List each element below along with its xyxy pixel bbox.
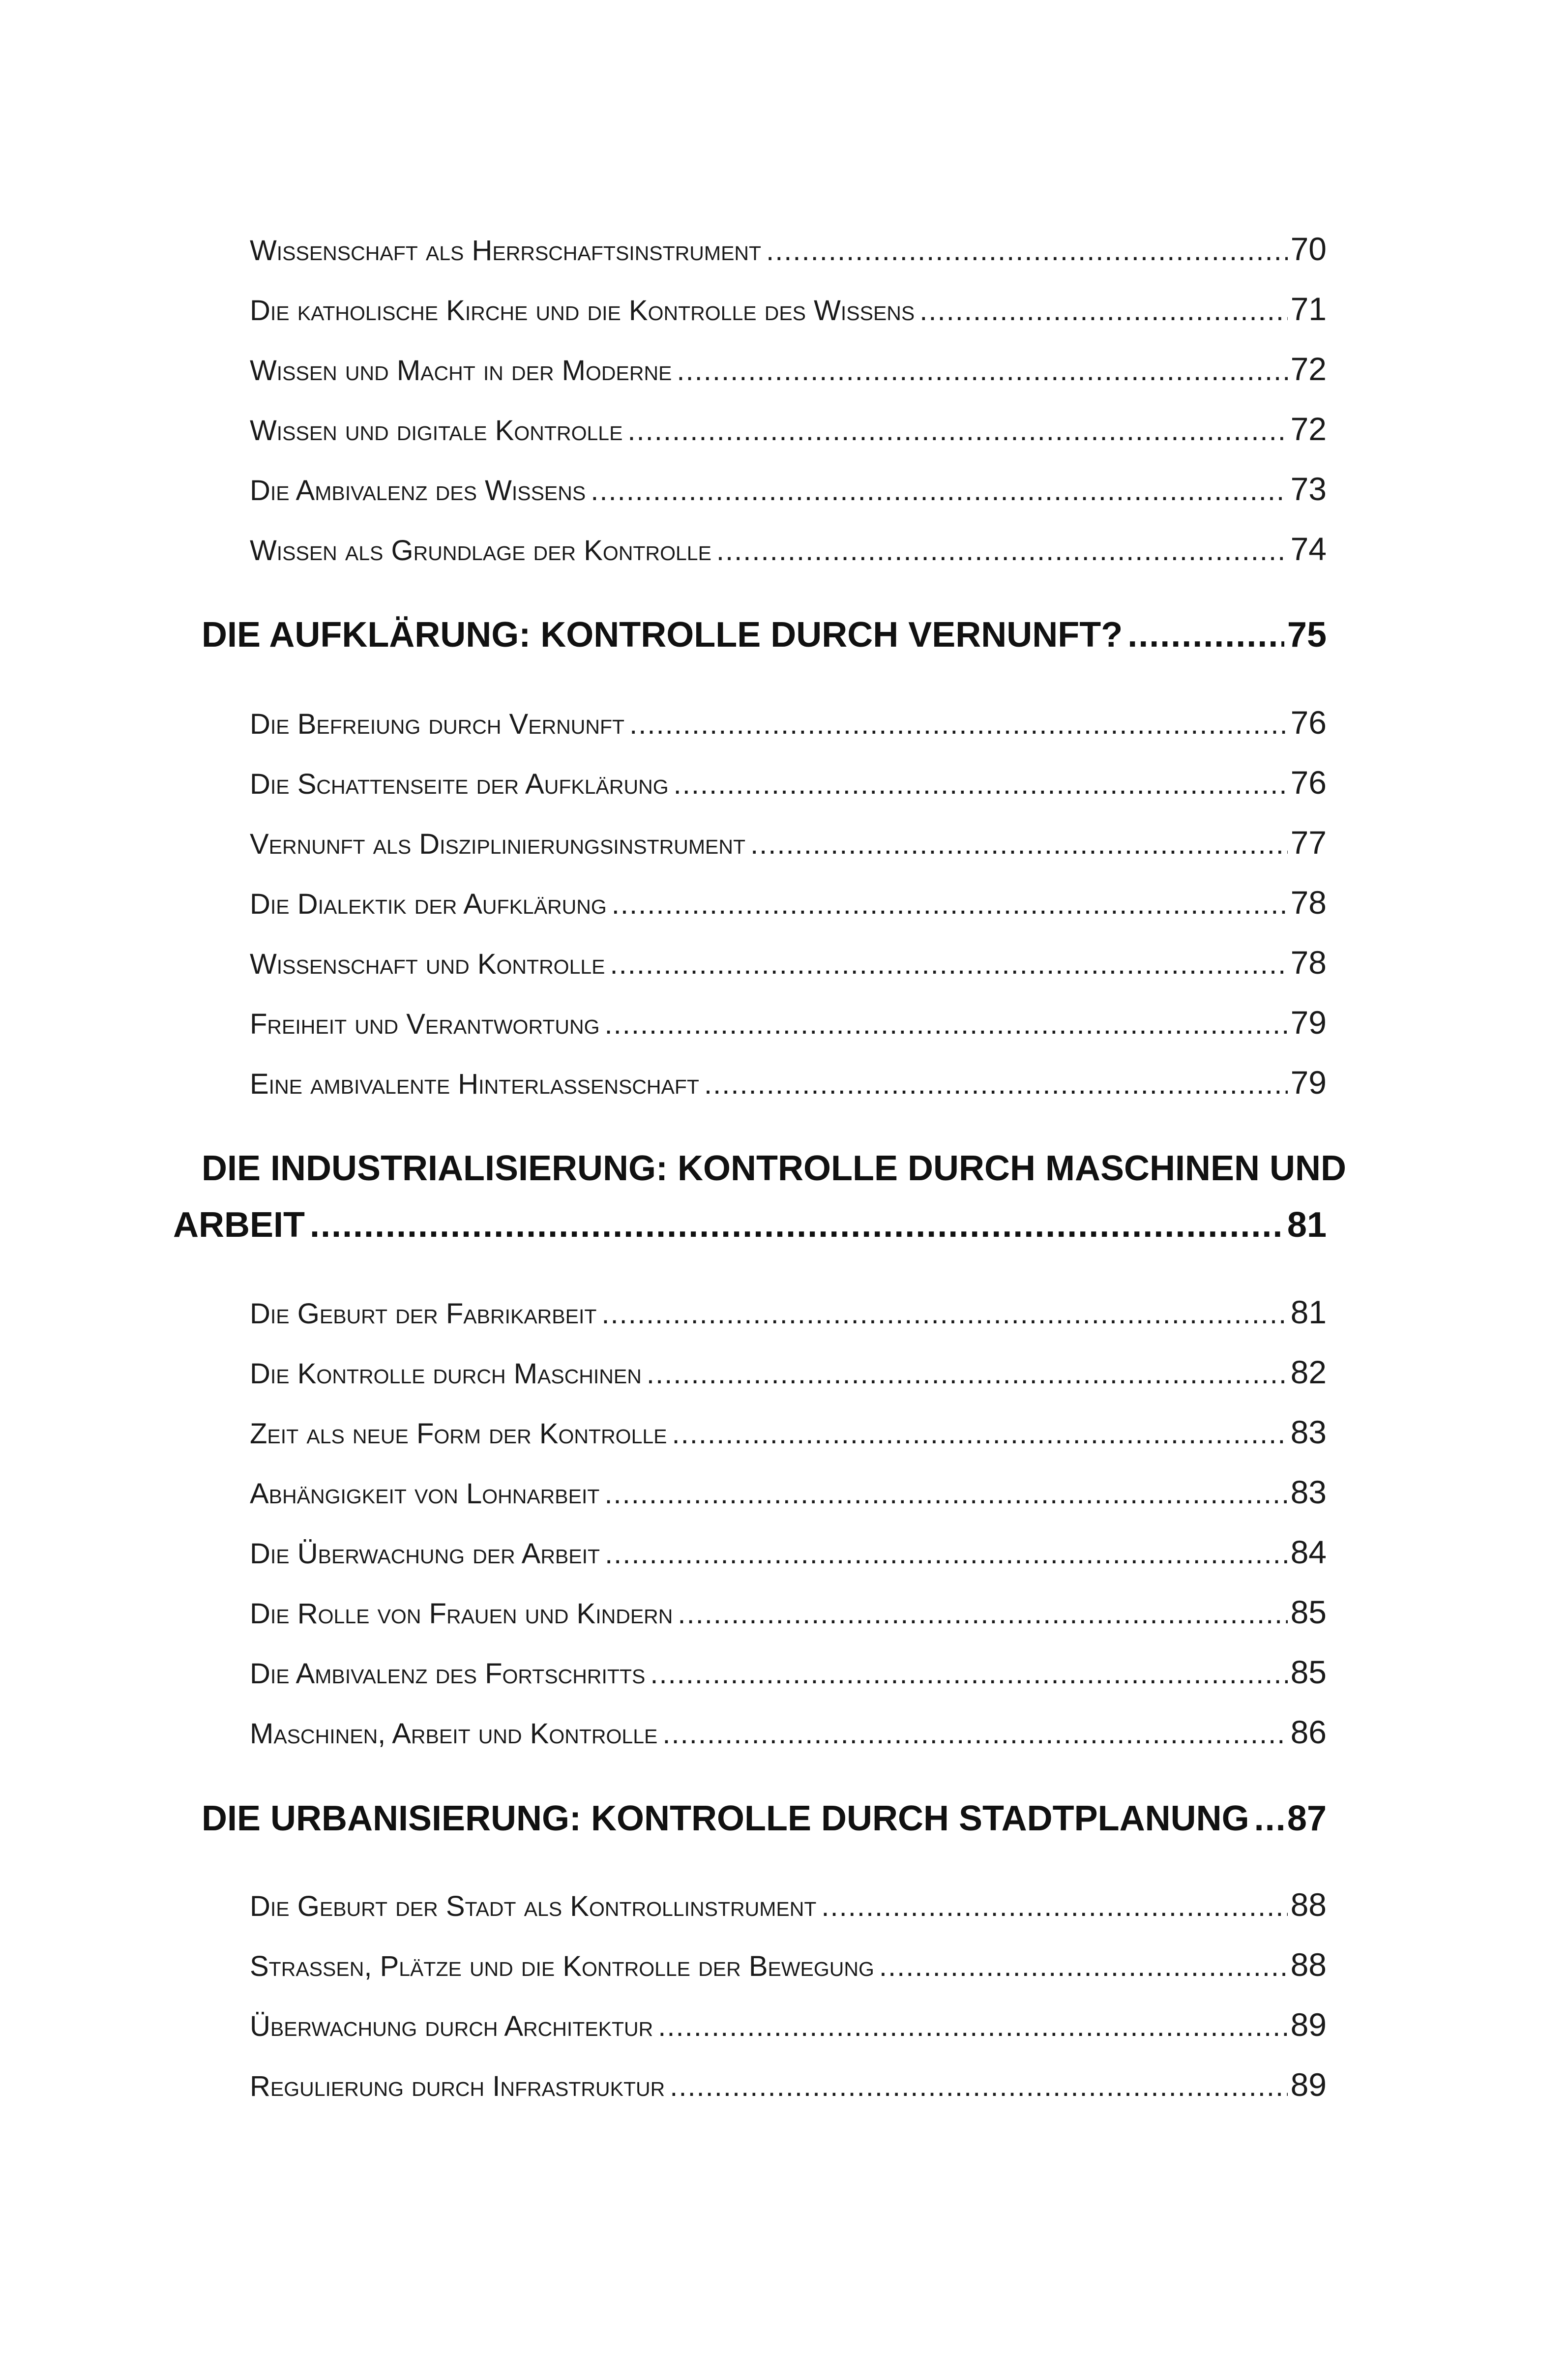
toc-entry-title: Regulierung durch Infrastruktur: [250, 2070, 665, 2102]
toc-leader-dots: [750, 828, 1288, 861]
toc-entry[interactable]: [250, 1473, 1327, 1532]
toc-leader-dots: [604, 1008, 1287, 1041]
toc-leader-dots: [919, 294, 1287, 327]
toc-leader-dots: [605, 1537, 1288, 1570]
toc-entry-page: 77: [1290, 824, 1327, 861]
toc-entry[interactable]: [250, 470, 1327, 529]
toc-chapter-heading[interactable]: [202, 615, 1327, 679]
toc-entry-page: 78: [1290, 944, 1327, 981]
toc-entry-page: 89: [1290, 2066, 1327, 2103]
toc-entry[interactable]: [250, 1004, 1327, 1063]
toc-entry-title: Zeit als neue Form der Kontrolle: [250, 1418, 667, 1450]
toc-entry-title: Die katholische Kirche und die Kontrolle des Wissens: [250, 295, 915, 327]
toc-leader-dots: [310, 1205, 1284, 1245]
toc-entry-page: 76: [1290, 764, 1327, 801]
toc-leader-dots: [677, 354, 1287, 387]
toc-leader-dots: [612, 888, 1288, 921]
toc-entry-page: 88: [1290, 1946, 1327, 1983]
toc-entry-title: Wissenschaft als Herrschaftsinstrument: [250, 235, 762, 267]
toc-entry-page: 85: [1290, 1594, 1327, 1630]
toc-entry[interactable]: [250, 290, 1327, 349]
toc-leader-dots: [604, 1477, 1287, 1510]
toc-leader-dots: [610, 948, 1288, 981]
toc-entry-page: 86: [1290, 1714, 1327, 1750]
toc-entry[interactable]: [250, 1413, 1327, 1472]
toc-entry-page: 84: [1290, 1534, 1327, 1570]
toc-leader-dots: [704, 1068, 1288, 1101]
toc-entry-title: Straßen, Plätze und die Kontrolle der Bewegung: [250, 1950, 874, 1982]
toc-entry-page: 81: [1290, 1294, 1327, 1330]
toc-entry[interactable]: [250, 1653, 1327, 1712]
toc-chapter-page: 81: [1287, 1205, 1327, 1245]
toc-entry-page: 83: [1290, 1474, 1327, 1510]
toc-entry-title: Vernunft als Disziplinierungsinstrument: [250, 828, 746, 860]
toc-entry-title: Wissen als Grundlage der Kontrolle: [250, 535, 711, 567]
toc-entry[interactable]: [250, 1533, 1327, 1592]
toc-entry[interactable]: [250, 1293, 1327, 1352]
toc-chapter-title: DIE AUFKLÄRUNG: KONTROLLE DURCH VERNUNFT?: [202, 615, 1123, 655]
toc-leader-dots: [678, 1597, 1287, 1630]
toc-entry-title: Die Befreiung durch Vernunft: [250, 708, 625, 740]
toc-entry-title: Die Ambivalenz des Fortschritts: [250, 1658, 646, 1690]
toc-chapter-heading[interactable]: [173, 1205, 1327, 1269]
toc-entry-title: Freiheit und Verantwortung: [250, 1008, 600, 1040]
toc-entry[interactable]: [250, 530, 1327, 589]
toc-chapter-heading[interactable]: [202, 1798, 1327, 1862]
toc-leader-dots: [716, 534, 1288, 567]
toc-entry-title: Wissenschaft und Kontrolle: [250, 948, 605, 980]
toc-entry-page: 79: [1290, 1064, 1327, 1101]
toc-entry[interactable]: [250, 1593, 1327, 1652]
toc-entry-page: 83: [1290, 1414, 1327, 1450]
toc-entry-page: 70: [1290, 231, 1327, 267]
toc-chapter-heading-line1[interactable]: DIE INDUSTRIALISIERUNG: KONTROLLE DURCH MASCHINEN UND: [202, 1149, 1346, 1188]
toc-leader-dots: [601, 1297, 1287, 1330]
toc-entry-title: Eine ambivalente Hinterlassenschaft: [250, 1068, 699, 1100]
toc-entry[interactable]: [250, 1946, 1327, 2005]
toc-entry-title: Maschinen, Arbeit und Kontrolle: [250, 1718, 658, 1750]
toc-entry[interactable]: [250, 1713, 1327, 1772]
toc-entry-page: 72: [1290, 351, 1327, 387]
toc-entry[interactable]: [250, 350, 1327, 409]
toc-chapter-title: ARBEIT: [173, 1205, 305, 1245]
toc-chapter-page: 87: [1287, 1799, 1327, 1838]
toc-leader-dots: [658, 2010, 1287, 2043]
toc-chapter-title: DIE URBANISIERUNG: KONTROLLE DURCH STADTPLANUNG: [202, 1799, 1249, 1838]
toc-entry[interactable]: [250, 824, 1327, 883]
toc-leader-dots: [766, 234, 1288, 267]
toc-leader-dots: [879, 1950, 1288, 1983]
toc-entry-title: Die Schattenseite der Aufklärung: [250, 768, 669, 800]
toc-entry-page: 88: [1290, 1886, 1327, 1923]
toc-entry[interactable]: [250, 410, 1327, 469]
toc-entry[interactable]: [250, 704, 1327, 763]
toc-entry[interactable]: [250, 1353, 1327, 1412]
toc-entry-title: Überwachung durch Architektur: [250, 2010, 653, 2042]
toc-entry[interactable]: [250, 1886, 1327, 1945]
toc-leader-dots: [674, 768, 1288, 801]
toc-entry-title: Wissen und Macht in der Moderne: [250, 355, 672, 387]
toc-entry-title: Abhängigkeit von Lohnarbeit: [250, 1478, 600, 1510]
toc-leader-dots: [821, 1890, 1287, 1923]
toc-leader-dots: [647, 1357, 1288, 1390]
toc-entry-title: Die Geburt der Stadt als Kontrollinstrument: [250, 1890, 817, 1922]
toc-entry[interactable]: [250, 2066, 1327, 2125]
toc-entry[interactable]: [250, 1064, 1327, 1123]
toc-entry-page: 72: [1290, 411, 1327, 447]
toc-leader-dots: [629, 708, 1287, 741]
toc-entry-page: 71: [1290, 291, 1327, 327]
toc-entry-page: 76: [1290, 704, 1327, 741]
toc-leader-dots: [1254, 1798, 1284, 1839]
toc-entry-page: 82: [1290, 1354, 1327, 1390]
toc-entry-title: Die Ambivalenz des Wissens: [250, 475, 586, 507]
toc-entry-page: 79: [1290, 1004, 1327, 1041]
toc-entry[interactable]: [250, 764, 1327, 823]
toc-entry-title: Die Geburt der Fabrikarbeit: [250, 1298, 597, 1330]
toc-leader-dots: [591, 474, 1287, 507]
toc-entry-title: Die Kontrolle durch Maschinen: [250, 1358, 642, 1390]
toc-chapter-page: 75: [1287, 615, 1327, 655]
toc-entry[interactable]: [250, 230, 1327, 289]
toc-leader-dots: [670, 2070, 1287, 2103]
toc-entry-title: Die Überwachung der Arbeit: [250, 1538, 600, 1570]
toc-entry-page: 85: [1290, 1654, 1327, 1690]
toc-entry-title: Wissen und digitale Kontrolle: [250, 415, 623, 447]
toc-leader-dots: [627, 414, 1287, 447]
toc-entry-title: Die Dialektik der Aufklärung: [250, 888, 607, 920]
toc-entry[interactable]: [250, 884, 1327, 943]
toc-entry[interactable]: [250, 2006, 1327, 2065]
toc-leader-dots: [650, 1657, 1287, 1690]
toc-entry-page: 89: [1290, 2006, 1327, 2043]
toc-leader-dots: [672, 1417, 1288, 1450]
toc-entry-page: 78: [1290, 884, 1327, 921]
toc-entry-page: 73: [1290, 471, 1327, 507]
toc-entry-title: Die Rolle von Frauen und Kindern: [250, 1598, 673, 1630]
toc-leader-dots: [662, 1717, 1287, 1750]
toc-entry-page: 74: [1290, 531, 1327, 567]
toc-leader-dots: [1127, 615, 1284, 655]
toc-entry[interactable]: [250, 944, 1327, 1003]
